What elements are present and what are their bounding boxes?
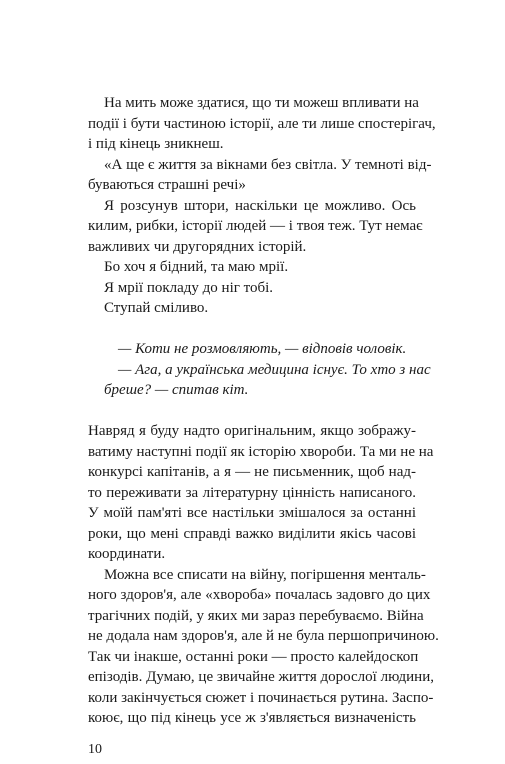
- paragraph-line: роки, що мені справді важко виділити якісь часові: [88, 526, 416, 542]
- dialogue-line: — Коти не розмовляють, — відповів чоловік.: [118, 341, 407, 357]
- paragraph-line: Я розсунув штори, наскільки це можливо. Ось: [104, 198, 416, 214]
- quote-line: «А ще є життя за вікнами без світла. У темноті від-: [104, 157, 432, 173]
- paragraph-line: коли закінчується сюжет і починається рутина. Заспо-: [88, 690, 434, 706]
- paragraph-line: трагічних подій, у яких ми зараз перебуваємо. Війна: [88, 608, 424, 624]
- page-number: 10: [88, 742, 102, 757]
- paragraph-line: ного здоров'я, але «хвороба» почалась задовго до цих: [88, 587, 431, 603]
- paragraph-line: конкурсі капітанів, а я — не письменник, щоб над-: [88, 464, 416, 480]
- paragraph-line: важливих чи другорядних історій.: [88, 239, 307, 255]
- paragraph-line: не додала нам здоров'я, але й не була першопричиною.: [88, 628, 439, 644]
- verse-line: Бо хоч я бідний, та маю мрії.: [104, 259, 289, 275]
- paragraph-line: У моїй пам'яті все настільки змішалося за останні: [88, 505, 416, 521]
- verse-line: Я мрії покладу до ніг тобі.: [104, 280, 274, 296]
- paragraph-line: координати.: [88, 546, 166, 562]
- paragraph-line: події і бути частиною історії, але ти лише спостерігач,: [88, 116, 436, 132]
- dialogue-line: бреше? — спитав кіт.: [104, 382, 249, 398]
- paragraph-line: Навряд я буду надто оригінальним, якщо зображу-: [88, 423, 416, 439]
- paragraph-line: і під кінець зникнеш.: [88, 136, 224, 152]
- dialogue-line: — Ага, а українська медицина існує. То хто з нас: [118, 362, 431, 378]
- paragraph-line: килим, рибки, історії людей — і твоя теж. Тут немає: [88, 218, 423, 234]
- paragraph-line: На мить може здатися, що ти можеш впливати на: [104, 95, 419, 111]
- paragraph-line: епізодів. Думаю, це звичайне життя дорослої людини,: [88, 669, 434, 685]
- paragraph-line: Так чи інакше, останні роки — просто калейдоскоп: [88, 649, 419, 665]
- quote-line: буваються страшні речі»: [88, 177, 246, 193]
- paragraph-line: коює, що під кінець усе ж з'являється визначеність: [88, 710, 416, 726]
- paragraph-line: то переживати за літературну цінність написаного.: [88, 485, 416, 501]
- paragraph-line: ватиму наступні події як історію хвороби. Та ми не на: [88, 444, 434, 460]
- paragraph-line: Можна все списати на війну, погіршення менталь-: [104, 567, 426, 583]
- verse-line: Ступай сміливо.: [104, 300, 209, 316]
